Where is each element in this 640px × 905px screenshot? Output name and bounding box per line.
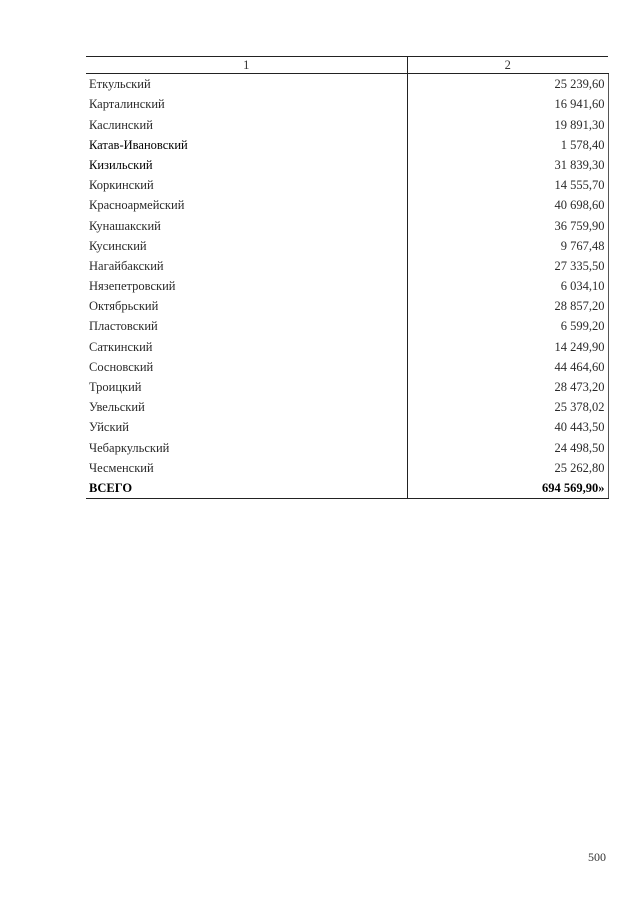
district-name: Каслинский [86,114,407,134]
table-row [86,377,608,397]
district-value: 14 249,90 [407,336,608,356]
table-row [86,417,608,437]
district-value: 25 378,02 [407,397,608,417]
district-name: Кусинский [86,236,407,256]
district-value: 25 239,60 [407,74,608,95]
district-value: 6 599,20 [407,316,608,336]
district-value: 40 698,60 [407,195,608,215]
table-row [86,215,608,235]
district-value: 28 857,20 [407,296,608,316]
table-row [86,336,608,356]
table-row [86,175,608,195]
table-row [86,458,608,478]
table-row [86,256,608,276]
district-value: 6 034,10 [407,276,608,296]
total-value: 694 569,90» [407,478,608,499]
column-header-1: 1 [86,57,407,74]
table-row [86,135,608,155]
table-row [86,74,608,95]
district-value: 24 498,50 [407,437,608,457]
district-value: 16 941,60 [407,94,608,114]
district-name: Троицкий [86,377,407,397]
district-value: 27 335,50 [407,256,608,276]
table-header-row [86,57,608,74]
page-number: 500 [588,850,606,864]
district-name: Чебаркульский [86,437,407,457]
district-name: Нагайбакский [86,256,407,276]
column-header-2: 2 [407,57,608,74]
district-value: 19 891,30 [407,114,608,134]
table-row [86,94,608,114]
district-name: Красноармейский [86,195,407,215]
district-name: Сосновский [86,357,407,377]
table-row [86,236,608,256]
district-value: 28 473,20 [407,377,608,397]
district-value: 25 262,80 [407,458,608,478]
district-value: 31 839,30 [407,155,608,175]
total-label: ВСЕГО [86,478,407,499]
district-name: Кизильский [86,155,407,175]
district-name: Уйский [86,417,407,437]
total-row [86,478,608,499]
district-name: Чесменский [86,458,407,478]
table-row [86,155,608,175]
district-name: Пластовский [86,316,407,336]
district-value: 1 578,40 [407,135,608,155]
table-row [86,397,608,417]
district-name: Нязепетровский [86,276,407,296]
district-value: 44 464,60 [407,357,608,377]
table-row [86,195,608,215]
district-name: Саткинский [86,336,407,356]
district-value: 36 759,90 [407,215,608,235]
district-name: Еткульский [86,74,407,95]
districts-table [86,56,609,499]
district-name: Катав-Ивановский [86,135,407,155]
table-row [86,316,608,336]
table-row [86,276,608,296]
district-value: 40 443,50 [407,417,608,437]
district-value: 9 767,48 [407,236,608,256]
district-name: Кунашакский [86,215,407,235]
district-name: Коркинский [86,175,407,195]
district-name: Увельский [86,397,407,417]
table-row [86,357,608,377]
district-value: 14 555,70 [407,175,608,195]
table-row [86,296,608,316]
district-name: Октябрьский [86,296,407,316]
table-row [86,437,608,457]
table-row [86,114,608,134]
district-name: Карталинский [86,94,407,114]
